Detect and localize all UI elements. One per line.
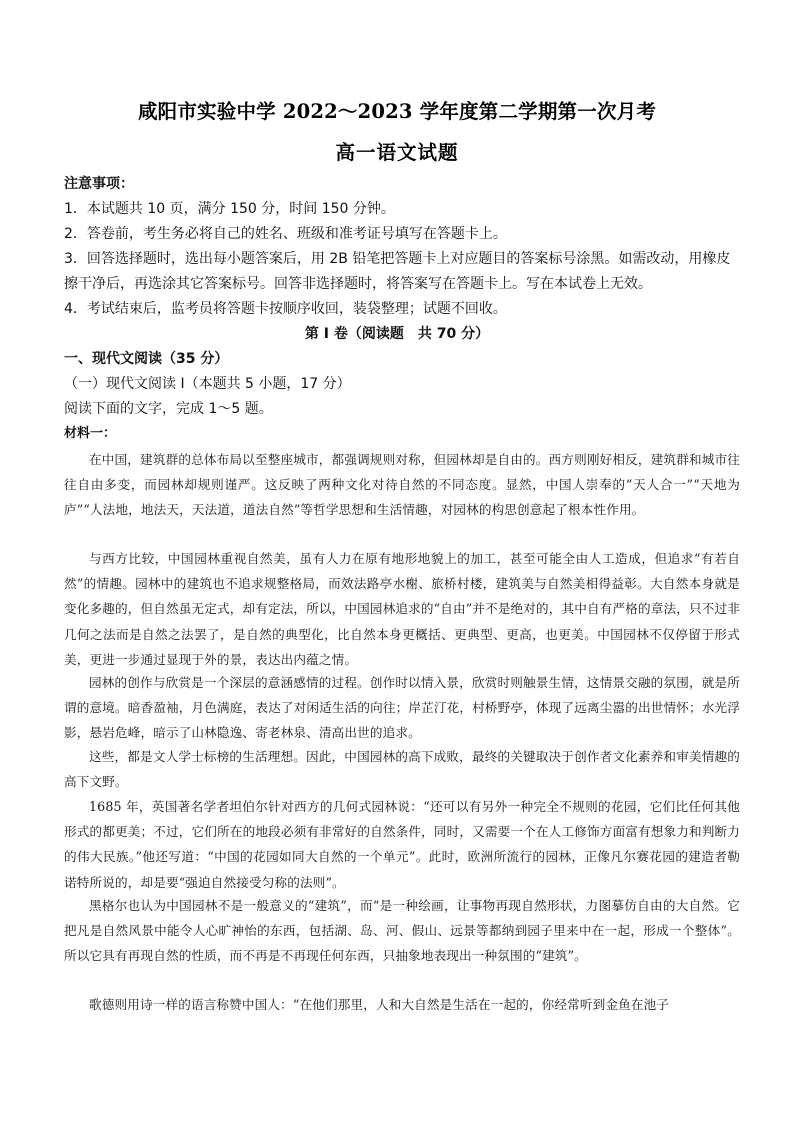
sub-title: （一）现代文阅读 I（本题共 5 小题，17 分） xyxy=(64,376,351,392)
part-title: 一、现代文阅读（35 分） xyxy=(64,351,229,367)
exam-title: 咸阳市实验中学 2022～2023 学年度第二学期第一次月考 xyxy=(137,100,657,123)
body-paragraph-4: 这些，都是文人学士标榜的生活理想。因此，中国园林的高下成败，最终的关键取决于创作者文化素养和审美情趣的高下文野。 xyxy=(64,749,740,790)
notice-item-3-cont: 擦干净后，再选涂其它答案标号。回答非选择题时，将答案写在答题卡上。写在本试卷上无效。 xyxy=(64,276,652,292)
body-paragraph-3: 园林的创作与欣赏是一个深层的意涵感情的过程。创作时以情入景，欣赏时则触景生情，这情景交融的氛围，就是所谓的意境。暗香盈袖，月色满庭，表达了对闲适生活的向往；岸芷汀花，村桥野亭，体现了远离尘嚣的出世情怀；水光浮影，悬岩危峰，暗示了山林隐逸、寄老林泉、清高出世的追求。 xyxy=(64,675,740,741)
notice-item-3: 3．回答选择题时，选出每小题答案后，用 2B 铅笔把答题卡上对应题目的答案标号涂黑。如需改动，用橡皮 xyxy=(64,251,731,267)
body-paragraph-7: 歌德则用诗一样的语言称赞中国人：“在他们那里，人和大自然是生活在一起的，你经常听到金鱼在池子 xyxy=(89,997,670,1012)
exam-subtitle: 高一语文试题 xyxy=(335,141,459,164)
notice-item-2: 2．答卷前，考生务必将自己的姓名、班级和准考证号填写在答题卡上。 xyxy=(64,226,507,242)
body-paragraph-5: 1685 年，英国著名学者坦伯尔针对西方的几何式园林说：“还可以有另外一种完全不规则的花园，它们比任何其他形式的都更美；不过，它们所在的地段必须有非常好的自然条件，同时，又需要一个在人工修饰方面富有想象力和判断力的伟大民族。”他还写道：“中国的花园如同大自然的一个单元”。此时，欧洲所流行的园林，正像凡尔赛花园的建造者勒诺特所说的，却是要“强迫自然接受匀称的法则”。 xyxy=(64,799,740,890)
body-paragraph-2: 与西方比较，中国园林重视自然美，虽有人力在原有地形地貌上的加工，甚至可能全由人工造成，但追求“有若自然”的情趣。园林中的建筑也不追求规整格局，而效法路亭水榭、旅桥村楼，建筑美与自然美相得益彰。大自然本身就是变化多趣的，但自然虽无定式，却有定法，所以，中国园林追求的“自由”并不是绝对的，其中自有严格的章法，只不过非几何之法而是自然之法罢了，是自然的典型化，比自然本身更概括、更典型、更高，也更美。中国园林不仅停留于形式美，更进一步通过显现于外的景，表达出内蕴之情。 xyxy=(64,551,740,667)
instruction: 阅读下面的文字，完成 1～5 题。 xyxy=(64,401,273,417)
volume-title: 第 I 卷（阅读题 共 70 分） xyxy=(304,326,490,342)
body-paragraph-1: 在中国，建筑群的总体布局以至整座城市，都强调规则对称，但园林却是自由的。西方则刚好相反，建筑群和城市往往自由多变，而园林却规则谨严。这反映了两种文化对待自然的不同态度。显然，中国人崇奉的“天人合一”“天地为庐”“人法地，地法天，天法道，道法自然”等哲学思想和生活情趣，对园林的构思创意起了根本性作用。 xyxy=(64,452,740,518)
body-paragraph-6: 黑格尔也认为中国园林不是一般意义的“建筑”，而“是一种绘画，让事物再现自然形状，力图摹仿自由的大自然。它把凡是自然风景中能令人心旷神怡的东西，包括湖、岛、河、假山、远景等都纳到园子里来中在一起，形成一个整体”。所以它具有再现自然的性质，而不再是不再现任何东西，只抽象地表现出一种氛围的“建筑”。 xyxy=(64,898,740,964)
notice-heading: 注意事项： xyxy=(64,176,134,192)
notice-item-4: 4．考试结束后，监考员将答题卡按顺序收回，装袋整理；试题不回收。 xyxy=(64,301,507,317)
notice-item-1: 1．本试题共 10 页，满分 150 分，时间 150 分钟。 xyxy=(64,201,395,217)
material-label: 材料一： xyxy=(64,426,117,441)
